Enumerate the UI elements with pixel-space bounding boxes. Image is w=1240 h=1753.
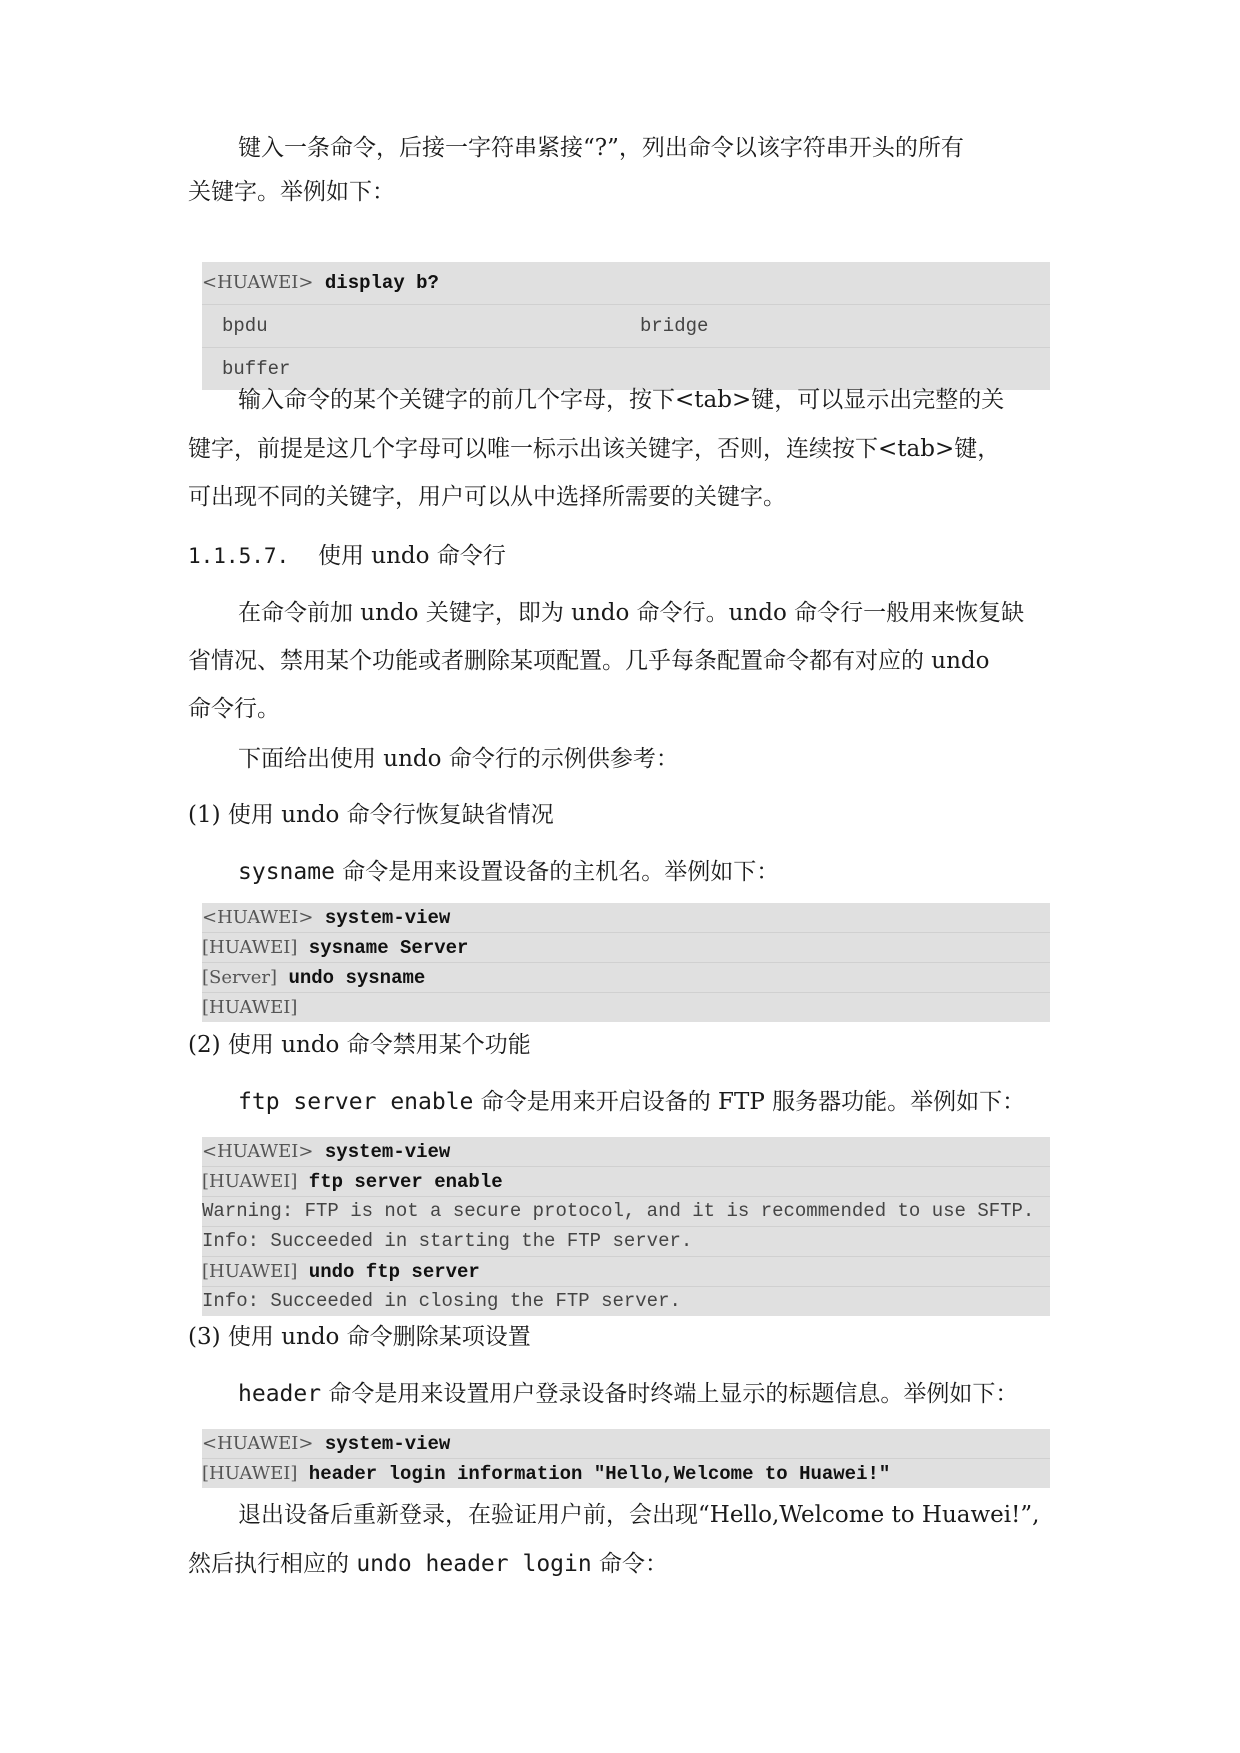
code-prompt: <HUAWEI> bbox=[202, 907, 314, 928]
code-row bbox=[202, 1137, 1050, 1167]
code-block-3 bbox=[202, 1137, 1050, 1316]
list-item-2-desc bbox=[238, 1087, 1025, 1117]
inline-command: ftp server enable bbox=[238, 1089, 474, 1115]
code-command: system-view bbox=[324, 907, 451, 929]
section-number: 1.1.5.7. bbox=[188, 544, 290, 568]
code-row bbox=[202, 1197, 1050, 1227]
paragraph-2-line-2: 键字，前提是这几个字母可以唯一标示出该关键字，否则，连续按下<tab>键， bbox=[188, 436, 1001, 462]
code-block-2 bbox=[202, 903, 1050, 1022]
code-row bbox=[202, 1459, 1050, 1488]
code-output: Info: Succeeded in starting the FTP server. bbox=[202, 1230, 693, 1252]
section-title: 使用 undo 命令行 bbox=[318, 543, 506, 569]
desc-text: 命令是用来设置用户登录设备时终端上显示的标题信息。举例如下： bbox=[321, 1381, 1019, 1407]
list-item-2-title: (2) 使用 undo 命令禁用某个功能 bbox=[188, 1032, 531, 1058]
paragraph-5-line-1: 退出设备后重新登录，在验证用户前，会出现“Hello,Welcome to Huawei!”, bbox=[238, 1502, 1040, 1528]
paragraph-3-line-2: 省情况、禁用某个功能或者删除某项配置。几乎每条配置命令都有对应的 undo bbox=[188, 648, 990, 674]
code-prompt: <HUAWEI> bbox=[202, 1141, 314, 1162]
code-row bbox=[202, 903, 1050, 933]
desc-text: 命令是用来设置设备的主机名。举例如下： bbox=[334, 859, 780, 885]
keyword-item: bridge bbox=[640, 315, 709, 337]
code-row bbox=[202, 348, 1050, 390]
text: 然后执行相应的 bbox=[188, 1551, 357, 1577]
code-prompt: [HUAWEI] bbox=[202, 1463, 298, 1484]
code-prompt: [HUAWEI] bbox=[202, 937, 298, 958]
paragraph-5-line-2 bbox=[188, 1549, 668, 1579]
paragraph-2-line-1: 输入命令的某个关键字的前几个字母，按下<tab>键，可以显示出完整的关 bbox=[238, 387, 1005, 413]
desc-text: 命令是用来开启设备的 FTP 服务器功能。举例如下： bbox=[473, 1089, 1026, 1115]
code-command: undo sysname bbox=[288, 967, 426, 989]
list-item-1-title: (1) 使用 undo 命令行恢复缺省情况 bbox=[188, 802, 554, 828]
inline-command: undo header login bbox=[356, 1551, 592, 1577]
code-output: Info: Succeeded in closing the FTP server. bbox=[202, 1290, 681, 1312]
keyword-item: buffer bbox=[222, 358, 291, 380]
code-row bbox=[202, 262, 1050, 305]
list-item-3-desc bbox=[238, 1379, 1018, 1409]
paragraph-3-line-3: 命令行。 bbox=[188, 696, 280, 722]
code-prompt: [HUAWEI] bbox=[202, 1261, 298, 1282]
code-prompt: [HUAWEI] bbox=[202, 1171, 298, 1192]
code-prompt: <HUAWEI> bbox=[202, 272, 314, 293]
code-block-4 bbox=[202, 1429, 1050, 1488]
code-row bbox=[202, 993, 1050, 1022]
code-command: system-view bbox=[324, 1433, 451, 1455]
code-row bbox=[202, 1227, 1050, 1257]
code-row bbox=[202, 963, 1050, 993]
list-item-1-desc bbox=[238, 857, 779, 887]
code-row bbox=[202, 305, 1050, 348]
code-command: sysname Server bbox=[308, 937, 469, 959]
code-command: ftp server enable bbox=[308, 1171, 503, 1193]
code-output: Warning: FTP is not a secure protocol, and it is recommended to use SFTP. bbox=[202, 1200, 1035, 1222]
keyword-item: bpdu bbox=[222, 315, 268, 337]
code-prompt: [Server] bbox=[202, 967, 278, 988]
code-prompt: <HUAWEI> bbox=[202, 1433, 314, 1454]
code-row bbox=[202, 1167, 1050, 1197]
text: 命令： bbox=[591, 1551, 669, 1577]
code-row bbox=[202, 933, 1050, 963]
paragraph-3-line-1: 在命令前加 undo 关键字，即为 undo 命令行。undo 命令行一般用来恢复缺 bbox=[238, 600, 1025, 626]
section-heading bbox=[188, 541, 506, 571]
inline-command: header bbox=[238, 1381, 322, 1407]
code-prompt: [HUAWEI] bbox=[202, 997, 298, 1018]
code-command: undo ftp server bbox=[308, 1261, 480, 1283]
code-row bbox=[202, 1429, 1050, 1459]
code-row bbox=[202, 1257, 1050, 1287]
code-block-1 bbox=[202, 262, 1050, 390]
code-command: header login information "Hello,Welcome to Huawei!" bbox=[308, 1463, 891, 1485]
code-command: display b? bbox=[324, 272, 439, 294]
paragraph-4: 下面给出使用 undo 命令行的示例供参考： bbox=[238, 746, 679, 772]
inline-command: sysname bbox=[238, 859, 335, 885]
code-row bbox=[202, 1287, 1050, 1316]
code-command: system-view bbox=[324, 1141, 451, 1163]
paragraph-1-line-2: 关键字。举例如下： bbox=[188, 179, 395, 205]
paragraph-1-line-1: 键入一条命令，后接一字符串紧接“?”，列出命令以该字符串开头的所有 bbox=[238, 135, 964, 161]
list-item-3-title: (3) 使用 undo 命令删除某项设置 bbox=[188, 1324, 531, 1350]
paragraph-2-line-3: 可出现不同的关键字，用户可以从中选择所需要的关键字。 bbox=[188, 484, 786, 510]
